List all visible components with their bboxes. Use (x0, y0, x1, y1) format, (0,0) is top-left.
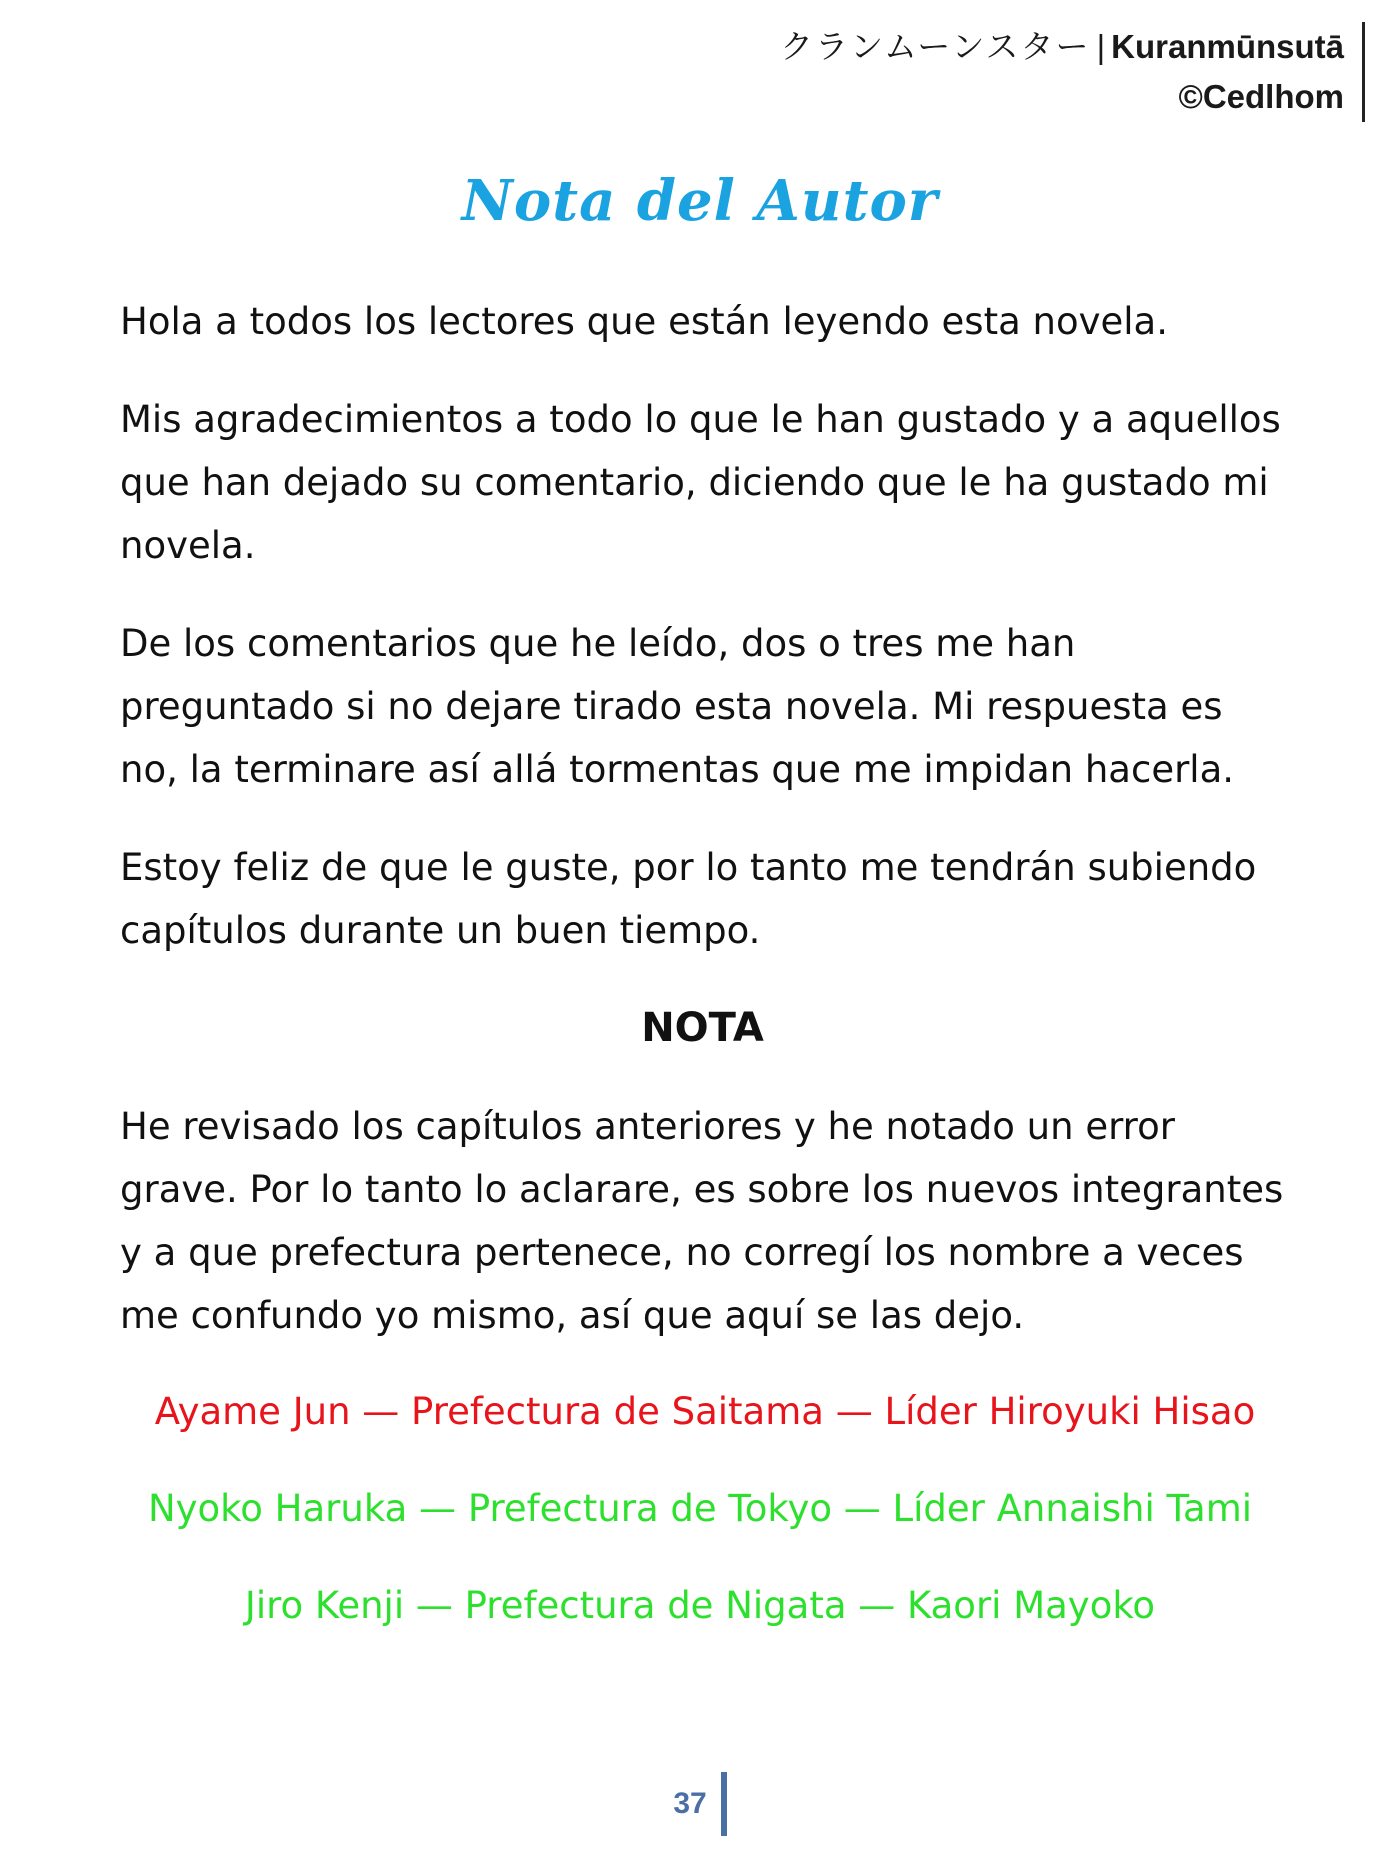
header-copyright: ©Cedlhom (1178, 78, 1344, 115)
roster-line: Jiro Kenji — Prefectura de Nigata — Kaori Mayoko (244, 1584, 1156, 1627)
nota-paragraph: He revisado los capítulos anteriores y he notado un error grave. Por lo tanto lo aclarare, es sobre los nuevos integrantes y a que prefectura pertenece, no corregí los nombre a veces me confundo yo mismo, así que aquí se las dejo. (120, 1105, 1284, 1337)
roster-line: Ayame Jun — Prefectura de Saitama — Líder Hiroyuki Hisao (154, 1390, 1256, 1433)
paragraph: Mis agradecimientos a todo lo que le han gustado y a aquellos que han dejado su comentario, diciendo que le ha gustado mi novela. (120, 398, 1281, 567)
paragraph: Hola a todos los lectores que están leyendo esta novela. (120, 300, 1168, 343)
header-japanese-title: クランムーンスター (780, 28, 1091, 65)
header-romanized-title: Kuranmūnsutā (1111, 28, 1344, 65)
roster-list (0, 1382, 1400, 1673)
page-header (544, 22, 1365, 122)
body-text (120, 290, 1285, 1382)
page-title: Nota del Autor (461, 168, 939, 234)
paragraph: De los comentarios que he leído, dos o tres me han preguntado si no dejare tirado esta novela. Mi respuesta es no, la terminare así allá tormentas que me impidan hacerla. (120, 622, 1235, 791)
page-footer (0, 1772, 1400, 1836)
nota-heading: NOTA (641, 1005, 764, 1051)
header-title-line (544, 22, 1344, 72)
roster-line: Nyoko Haruka — Prefectura de Tokyo — Líder Annaishi Tami (147, 1487, 1253, 1530)
paragraph: Estoy feliz de que le guste, por lo tanto me tendrán subiendo capítulos durante un buen tiempo. (120, 846, 1257, 952)
header-separator: | (1096, 28, 1106, 65)
page-number: 37 (673, 1772, 726, 1836)
